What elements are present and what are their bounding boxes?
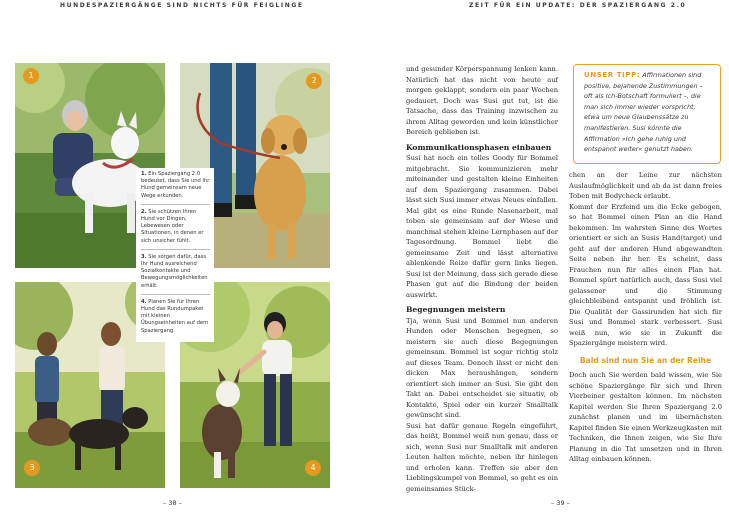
caption-divider bbox=[141, 294, 210, 295]
caption-3 bbox=[141, 254, 210, 290]
caption-3-number: 3. bbox=[141, 253, 147, 260]
left-running-head: HUNDESPAZIERGÄNGE SIND NICHTS FÜR FEIGLINGE bbox=[60, 2, 304, 9]
col2-paragraph-1: chen an der Leine zur nächsten Auslaufmöglichkeit und ab da ist dann freies Toben mit Bodycheck erlaubt. bbox=[569, 171, 722, 200]
col2-paragraph-2: Kommt der Erzfeind um die Ecke gebogen, so hat Bommel einen Plan an die Hand bekommen. Im wahrsten Sinne des Wortes orientiert er sich an Susis Hand(target) und geht auf der anderen Hund abgewandten Seite neben ihr her. Es scheint, dass Frauchen nun für alles einen Plan hat. Bommel spürt natürlich auch, dass Susi viel gelassener und die Stimmung gleichbleibend entspannt und fröhlich ist. Die Qualität der Gassirunden hat sich für Susi und Bommel stark verbessert. Susi weiß nun, wie sie in Zukunft die Spaziergänge meistern wird. bbox=[569, 202, 722, 347]
col1-paragraph-4: Susi hat dafür genaue Regeln eingeführt, das heißt, Bommel weiß nun genau, dass er sich, wenn Susi nur Smalltalk mit anderen Leuten halten möchte, neben ihr hinlegen und erholen kann. Treffen sie aber den Lieblingskumpel von Bommel, so geht es ein gemeinsames Stück- bbox=[406, 421, 558, 493]
text-column-2 bbox=[569, 170, 722, 465]
caption-divider bbox=[141, 204, 210, 205]
photo-4-badge: 4 bbox=[305, 460, 321, 476]
caption-2 bbox=[141, 209, 210, 245]
caption-2-number: 2. bbox=[141, 208, 147, 215]
caption-2-text: Sie schützen Ihren Hund vor Dingen, Lebewesen oder Situationen, in denen er sich unsicher fühlt. bbox=[141, 208, 204, 244]
caption-4-number: 4. bbox=[141, 298, 147, 305]
caption-4 bbox=[141, 299, 210, 335]
heading-bald-sind-sie-dran: Bald sind nun Sie an der Reihe bbox=[579, 355, 712, 365]
col1-paragraph-2: Susi hat noch ein tolles Goody für Bommel mitgebracht. Sie kommunizieren mehr miteinander und gestalten kleine Einheiten auf dem Spaziergang zusammen. Dabei lässt sich Susi immer etwas Neues einfallen. Mal gibt es eine Runde Nasenarbeit, mal toben sie gemeinsam auf der Wiese und manchmal stehen kleine Lernphasen auf der Tagesordnung. Bommel liebt die gemeinsame Zeit und lässt alternative ablenkende Reize dafür gern links liegen. Susi ist der Meinung, dass sich gerade diese Phasen gut auf die Bindung der beiden auswirkt. bbox=[406, 154, 558, 299]
col1-paragraph-3: Tja, wenn Susi und Bommel nun anderen Hunden oder Menschen begegnen, so meistern sie auch diese Begegnungen gemeinsam. Bommel ist sogar richtig stolz auf dieses Team. Denoch lässt er nicht den dicken Max heraushängen, sondern orientiert sich immer an Susi. Sie gibt den Takt an. Dabei entscheidet sie situativ, ob Kontakte, Spiel oder ein kurzer Smalltalk gewünscht sind. bbox=[406, 316, 558, 419]
photo-3-badge: 3 bbox=[24, 460, 40, 476]
left-page-number: – 38 – bbox=[163, 499, 182, 507]
right-page-number: – 39 – bbox=[551, 499, 570, 507]
text-column-1 bbox=[406, 64, 558, 494]
right-running-head: ZEIT FÜR EIN UPDATE: DER SPAZIERGANG 2.0 bbox=[469, 2, 687, 9]
photo-2-badge: 2 bbox=[306, 73, 322, 89]
heading-begegnungen: Begegnungen meistern bbox=[406, 305, 506, 314]
caption-3-text: Sie sorgen dafür, dass Ihr Hund ausreichend Sozialkontakte und Bewegungsmöglichkeiten erhält. bbox=[141, 253, 208, 289]
caption-1-number: 1. bbox=[141, 171, 147, 177]
photo-1-badge: 1 bbox=[23, 68, 39, 84]
heading-kommunikationsphasen: Kommunikationsphasen einbauen bbox=[406, 142, 552, 152]
tip-text: Affirmationen sind positive, bejahende Zustimmungen – oft als Ich-Botschaft formuliert –, die man sich immer wieder vorspricht, etwa um neue Glaubenssätze zu manifestieren. Susi könnte die Affirmation »Ich gehe ruhig und entspannt weiter« genutzt haben. bbox=[584, 71, 703, 154]
caption-divider bbox=[141, 249, 210, 250]
col2-paragraph-3: Doch auch Sie werden bald wissen, wie Sie schöne Spaziergänge für sich und Ihren Vierbeiner gestalten können. Im nächsten Kapitel werden Sie Ihren Spaziergang 2.0 zunächst planen und im übernächsten Kapitel finden Sie einen Werkzeugkasten mit Techniken, die Ihnen zeigen, wie Sie Ihre Planung in die Tat umsetzen und in Ihren Alltag einbauen können. bbox=[569, 371, 722, 463]
col1-paragraph-1: und gesunder Körperspannung lenken kann. Natürlich hat das nicht von heute auf morgen geklappt, sondern ein paar Wochen gedauert. Doch was Susi gut tut, ist die Tatsache, dass das Training inzwischen zu ihrem Alltag geworden und kein künstlicher Bereich geblieben ist. bbox=[406, 65, 558, 136]
photo-captions bbox=[136, 168, 214, 342]
tip-lead: UNSER TIPP: bbox=[584, 71, 641, 79]
tip-box bbox=[573, 64, 721, 164]
caption-1-text: Ein Spaziergang 2.0 bedeutet, dass Sie und Ihr Hund gemeinsam neue Wege erkunden. bbox=[141, 171, 210, 199]
caption-4-text: Planen Sie für Ihren Hund das Rundumpaket mit kleinen Übungseinheiten auf dem Spaziergang. bbox=[141, 298, 209, 334]
caption-1 bbox=[141, 171, 210, 200]
